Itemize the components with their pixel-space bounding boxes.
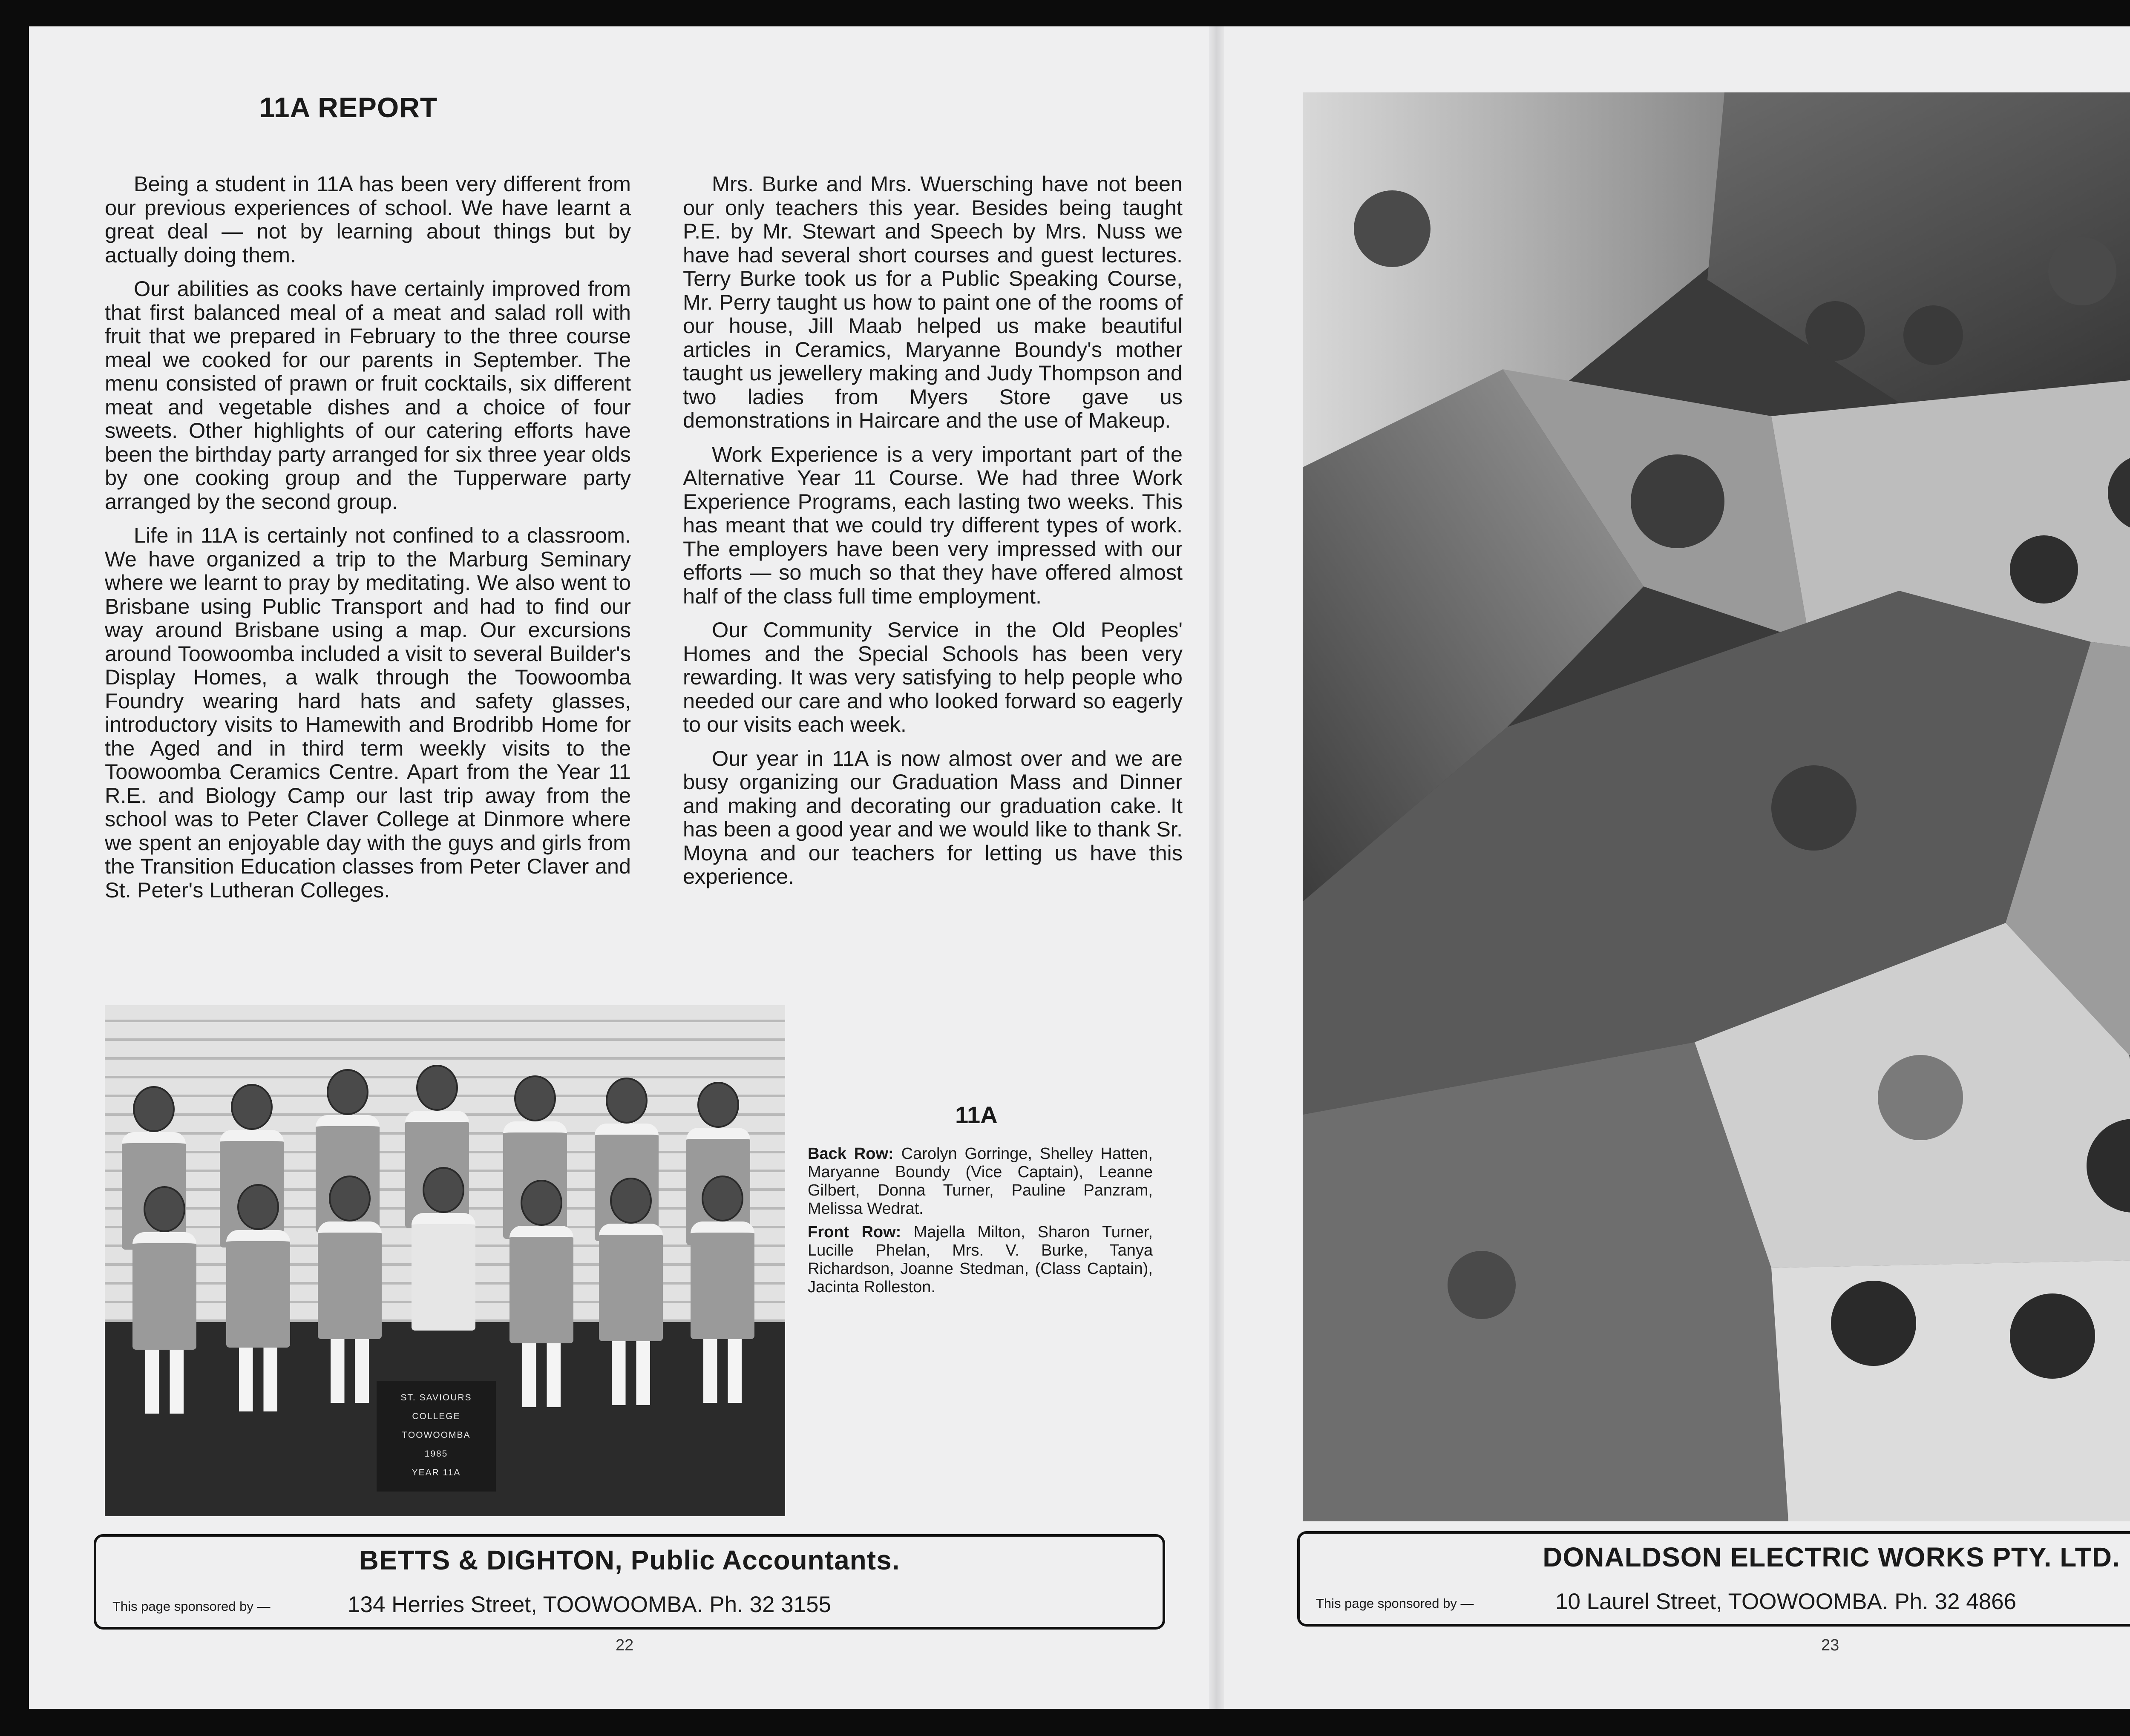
- sponsor-name: DONALDSON ELECTRIC WORKS PTY. LTD.: [1543, 1542, 2120, 1572]
- paragraph: Work Experience is a very important part of the Alternative Year 11 Course. We had three Work Experience Programs, each lasting two weeks. This has meant that we could try different types of work. The employers have been very impressed with our efforts — so much so that they have offered almost half of the class full time employment.: [683, 442, 1183, 608]
- figure-head: [2010, 535, 2078, 604]
- figure-head: [1903, 305, 1963, 365]
- sponsor-box-left: [94, 1534, 1165, 1630]
- paragraph: Mrs. Burke and Mrs. Wuersching have not been our only teachers this year. Besides being taught P.E. by Mr. Stewart and Speech by Mrs. Nuss we have had several short courses and guest lectures. Terry Burke took us for a Public Speaking Course, Mr. Perry taught us how to paint one of the rooms of our house, Jill Maab helped us make beautiful articles in Ceramics, Maryanne Boundy's mother taught us jewellery making and Judy Thompson and two ladies from Myers Store gave us demonstrations in Haircare and the use of Makeup.: [683, 172, 1183, 432]
- paragraph: Being a student in 11A has been very different from our previous experiences of school. We have learnt a great deal — not by learning about things but by actually doing them.: [105, 172, 631, 267]
- front-row-caption: [808, 1223, 1153, 1296]
- figure-head: [1354, 190, 1431, 267]
- collage-photo-lawn: [1303, 1042, 1788, 1521]
- teacher-figure: [422, 1167, 465, 1331]
- back-row-names: Carolyn Gorringe, Shelley Hatten, Maryanne Boundy (Vice Captain), Leanne Gilbert, Donna Turner, Pauline Panzram, Melissa Wedrat.: [808, 1145, 1153, 1218]
- page-gutter: [1209, 26, 1224, 1709]
- sign-line: ST. SAVIOURS: [400, 1393, 472, 1403]
- caption-title: 11A: [955, 1101, 998, 1128]
- figure-head: [2048, 237, 2116, 305]
- student-figure: [520, 1180, 563, 1407]
- class-photo: [105, 1005, 785, 1516]
- figure-head: [2010, 1293, 2095, 1379]
- front-row-label: Front Row:: [808, 1223, 901, 1241]
- report-column-1: [105, 172, 631, 912]
- figure-head: [1771, 765, 1857, 851]
- report-title: 11A REPORT: [259, 92, 438, 123]
- student-figure: [701, 1176, 744, 1403]
- page-number-left: 22: [616, 1636, 634, 1654]
- right-page: [1217, 26, 2130, 1709]
- paragraph: Our abilities as cooks have certainly improved from that first balanced meal of a meat and salad roll with fruit that we prepared in February to the three course meal we cooked for our parents in September. The menu consisted of prawn or fruit cocktails, six different meat and vegetable dishes and a choice of four sweets. Other highlights of our catering efforts have been the birthday party arranged for six three year olds by one cooking group and the Tupperware party arranged by the second group.: [105, 276, 631, 514]
- paragraph: Our Community Service in the Old Peoples' Homes and the Special Schools has been very rewarding. It was very satisfying to help people who needed our care and who looked forward so eagerly to our visits each week.: [683, 618, 1183, 736]
- back-row-label: Back Row:: [808, 1145, 894, 1163]
- collage-svg: [1303, 92, 2130, 1521]
- paragraph: Our year in 11A is now almost over and we are busy organizing our Graduation Mass and Dinner and making and decorating our graduation cake. It has been a good year and we would like to thank Sr. Moyna and our teachers for letting us have this experience.: [683, 746, 1183, 888]
- figure-head: [1631, 454, 1724, 548]
- sponsor-address: 10 Laurel Street, TOOWOOMBA. Ph. 32 4866: [1555, 1589, 2017, 1614]
- figure-head: [1878, 1055, 1963, 1140]
- collage-photo-doorway: [1771, 1259, 2130, 1521]
- student-figure: [237, 1184, 279, 1411]
- sign-line: COLLEGE: [412, 1411, 461, 1421]
- back-row-caption: [808, 1145, 1153, 1218]
- paragraph: Life in 11A is certainly not confined to a classroom. We have organized a trip to the Marburg Seminary where we learnt to pray by meditating. We also went to Brisbane using Public Transport and had to find our way around Brisbane using a map. Our excursions around Toowoomba included a visit to several Builder's Display Homes, a walk through the Toowoomba Foundry wearing hard hats and safety glasses, introductory visits to Hamewith and Brodribb Home for the Aged and in third term weekly visits to the Toowoomba Ceramics Centre. Apart from the Year 11 R.E. and Biology Camp our last trip away from the school was to Peter Claver College at Dinmore where we spent an enjoyable day with the guys and girls from the Transition Education classes from Peter Claver and St. Peter's Lutheran Colleges.: [105, 523, 631, 902]
- photo-sign: [377, 1381, 496, 1492]
- sponsor-name: BETTS & DIGHTON, Public Accountants.: [359, 1545, 900, 1575]
- sign-line: TOOWOOMBA: [402, 1430, 471, 1440]
- student-figure: [610, 1178, 652, 1405]
- front-row-names: Majella Milton, Sharon Turner, Lucille Phelan, Mrs. V. Burke, Tanya Richardson, Joanne Stedman, (Class Captain), Jacinta Rolleston.: [808, 1223, 1153, 1296]
- sponsor-address: 134 Herries Street, TOOWOOMBA. Ph. 32 3155: [348, 1592, 832, 1617]
- student-figure: [328, 1176, 371, 1403]
- report-column-2: [683, 172, 1183, 899]
- sponsor-prefix: This page sponsored by —: [1316, 1596, 1474, 1611]
- figure-head: [1805, 301, 1865, 361]
- left-page: [29, 26, 1217, 1709]
- page-number-right: 23: [1821, 1636, 1839, 1654]
- sponsor-prefix: This page sponsored by —: [112, 1599, 271, 1614]
- figure-head: [1831, 1281, 1916, 1366]
- sign-line: 1985: [424, 1449, 448, 1459]
- sponsor-box-right: [1297, 1531, 2130, 1627]
- figure-head: [1448, 1251, 1516, 1319]
- sign-line: YEAR 11A: [412, 1468, 461, 1477]
- photo-collage: [1303, 92, 2130, 1521]
- photo-caption: [808, 1145, 1153, 1302]
- student-figure: [143, 1186, 186, 1414]
